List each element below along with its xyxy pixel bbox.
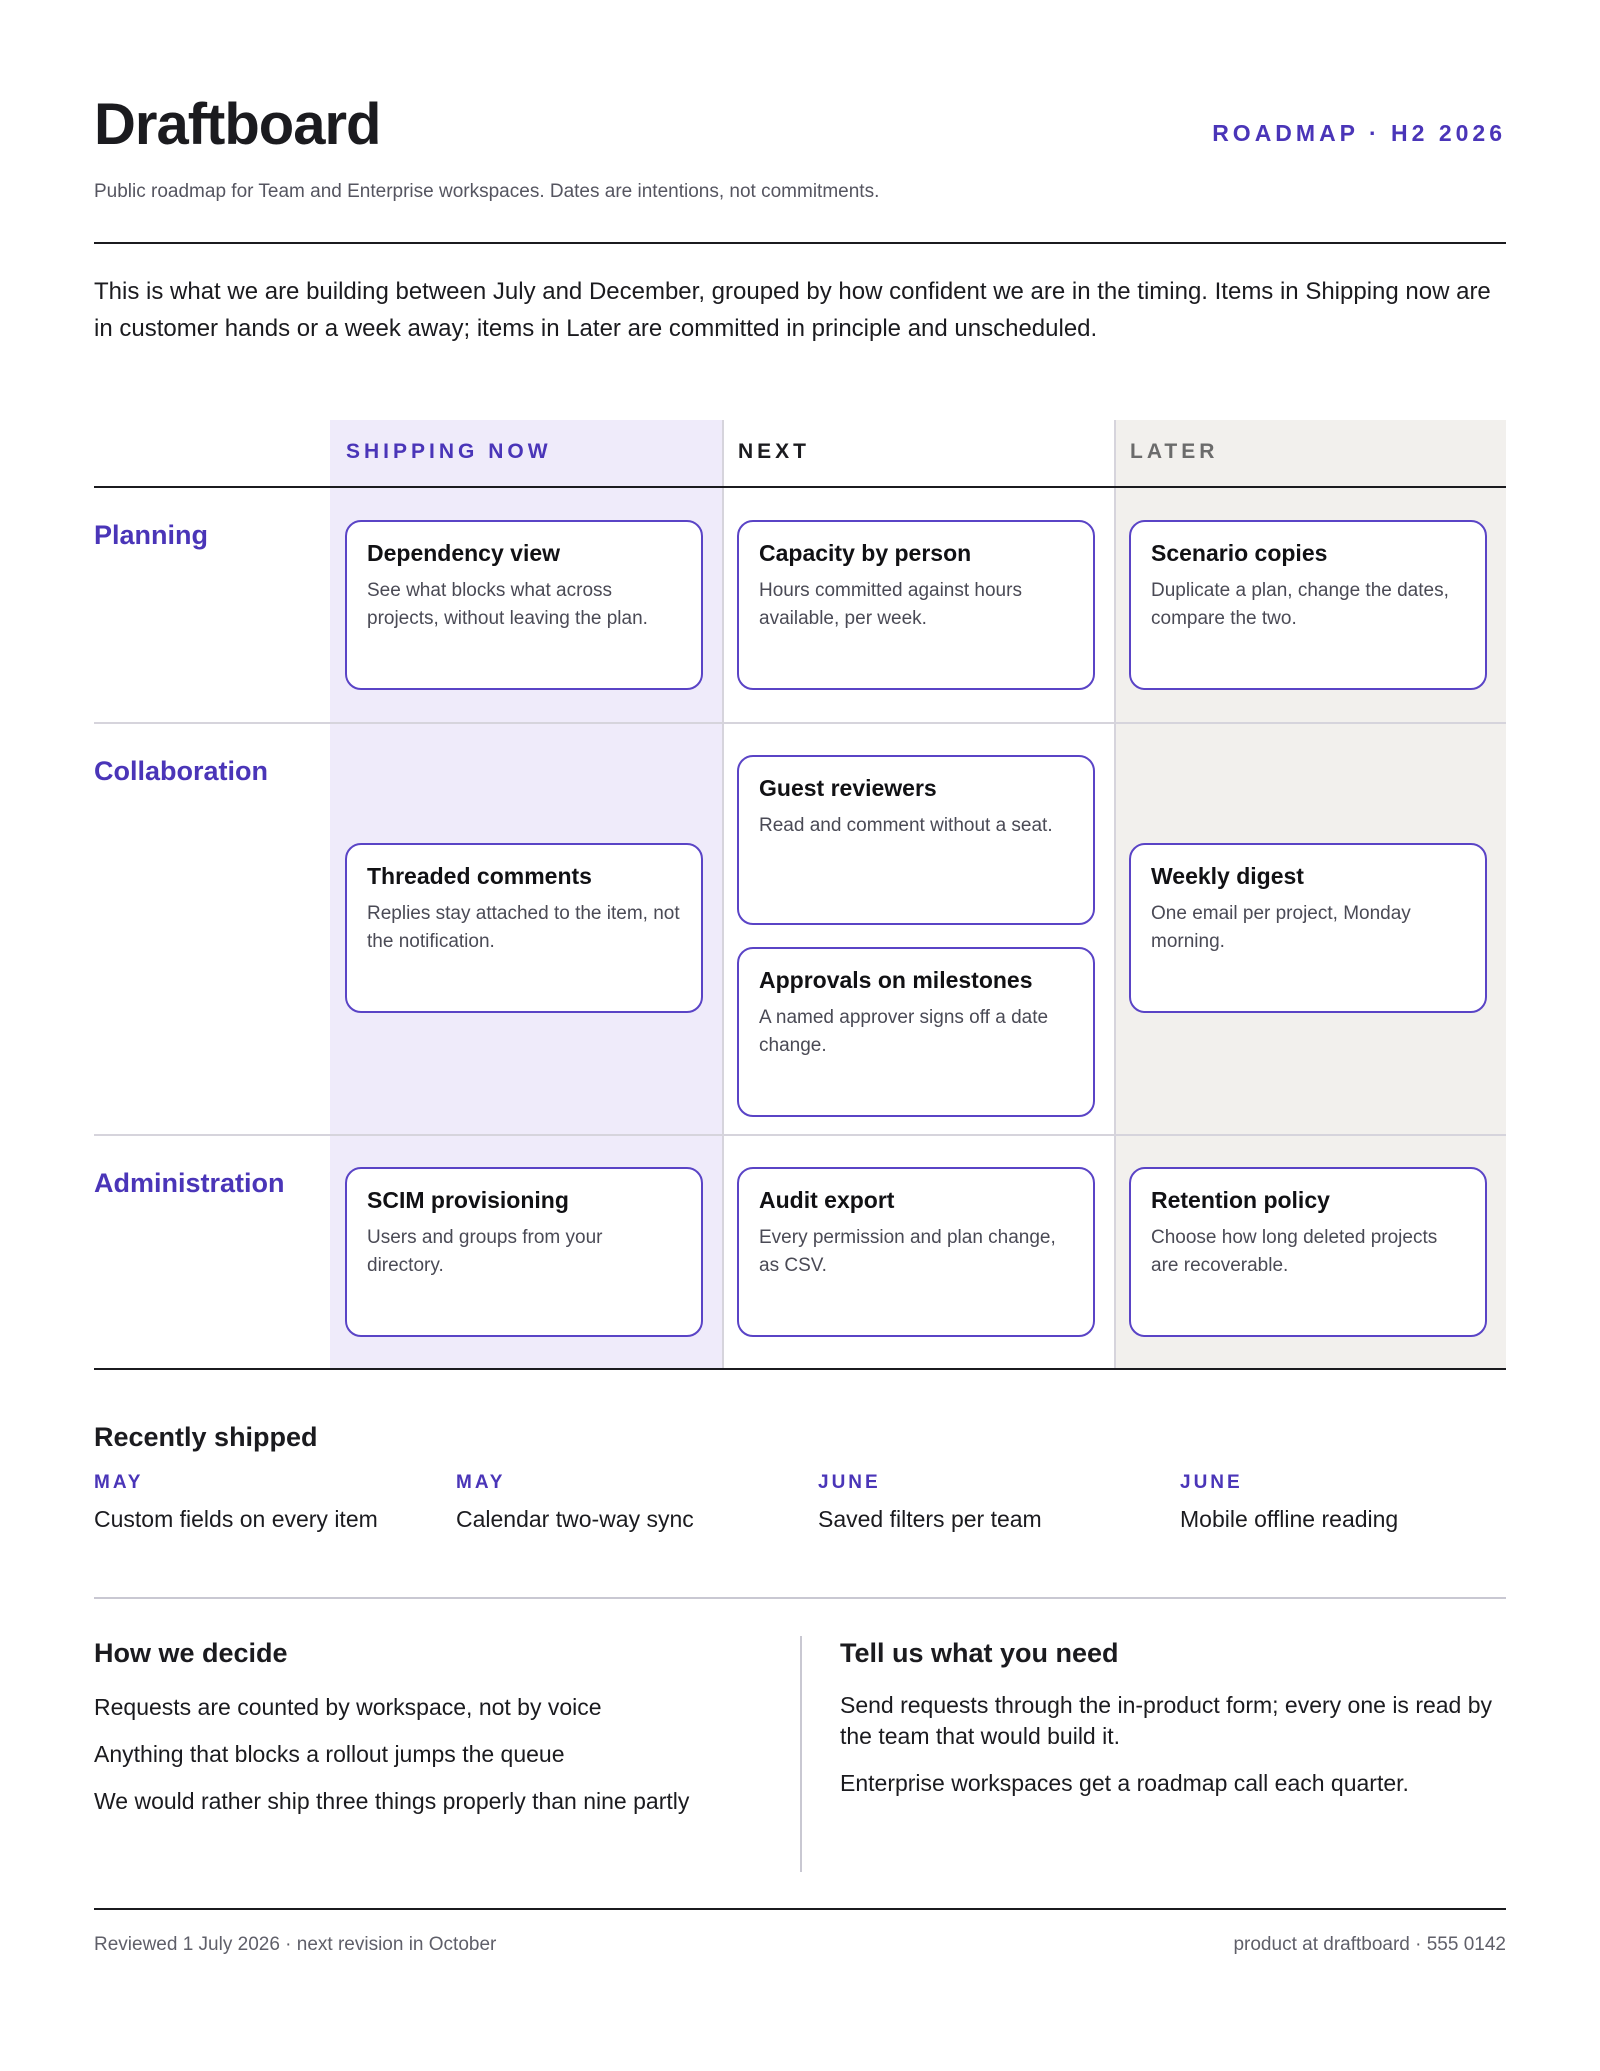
card-description: Read and comment without a seat. [759,815,1053,836]
column-divider [1114,420,1116,1370]
card-scenario-copies[interactable] [1129,520,1487,690]
tell-us-body [840,1690,1506,1815]
footer-divider [94,1908,1506,1910]
card-description: Choose how long deleted projects are recoverable. [1151,1227,1438,1276]
column-header-next: NEXT [738,440,811,463]
shipped-feature: Saved filters per team [818,1506,1042,1532]
card-description: A named approver signs off a date change. [759,1007,1049,1056]
column-header-later: LATER [1130,440,1219,463]
column-divider [722,420,724,1370]
card-title: Threaded comments [367,863,592,889]
tell-us-paragraph: Enterprise workspaces get a roadmap call each quarter. [840,1770,1409,1796]
card-threaded-comments[interactable] [345,843,703,1013]
card-description: Every permission and plan change, as CSV. [759,1227,1056,1276]
decision-principles-list [94,1694,794,1835]
card-weekly-digest[interactable] [1129,843,1487,1013]
row-label-administration: Administration [94,1168,285,1198]
shipped-month: MAY [456,1472,506,1493]
row-divider [94,722,1506,724]
list-item: Requests are counted by workspace, not by voice [94,1694,602,1720]
how-we-decide-heading: How we decide [94,1638,288,1668]
header-divider [94,242,1506,244]
card-description: Replies stay attached to the item, not the notification. [367,903,680,952]
card-description: Hours committed against hours available, per week. [759,580,1022,629]
shipped-month: JUNE [818,1472,881,1493]
card-approvals-on-milestones[interactable] [737,947,1095,1117]
brand-title: Draftboard [94,92,381,157]
row-label-collaboration: Collaboration [94,756,268,786]
intro-paragraph: This is what we are building between July and December, grouped by how confident we are in the timing. Items in Shipping now are in customer hands or a week away; items in Later are committed in principle and unscheduled. [94,278,1491,342]
card-dependency-view[interactable] [345,520,703,690]
card-title: Retention policy [1151,1187,1330,1213]
row-label-planning: Planning [94,520,208,550]
card-description: Duplicate a plan, change the dates, compare the two. [1151,580,1449,629]
card-title: Dependency view [367,540,561,566]
list-item: We would rather ship three things properly than nine partly [94,1788,690,1814]
card-scim-provisioning[interactable] [345,1167,703,1337]
card-title: Approvals on milestones [759,967,1033,993]
shipped-feature: Calendar two-way sync [456,1506,694,1532]
contact-info: product at draftboard · 555 0142 [1233,1934,1506,1955]
column-divider [800,1636,802,1872]
shipped-item [818,1472,1158,1533]
shipped-item [94,1472,434,1533]
header-row-divider [94,486,1506,488]
card-title: Scenario copies [1151,540,1328,566]
roadmap-board [94,420,1506,1370]
column-header-shipping-now: SHIPPING NOW [346,440,552,463]
board-bottom-divider [94,1368,1506,1370]
card-description: One email per project, Monday morning. [1151,903,1411,952]
section-divider [94,1597,1506,1599]
tell-us-paragraph: Send requests through the in-product form; every one is read by the team that would build it. [840,1692,1493,1749]
shipped-month: MAY [94,1472,144,1493]
card-title: SCIM provisioning [367,1187,569,1213]
recently-shipped-heading: Recently shipped [94,1422,318,1452]
card-capacity-by-person[interactable] [737,520,1095,690]
card-description: See what blocks what across projects, without leaving the plan. [367,580,648,629]
page-subtitle: Public roadmap for Team and Enterprise workspaces. Dates are intentions, not commitments. [94,181,880,202]
shipped-item [456,1472,796,1533]
card-title: Guest reviewers [759,775,937,801]
card-title: Weekly digest [1151,863,1304,889]
card-title: Capacity by person [759,540,972,566]
shipped-feature: Mobile offline reading [1180,1506,1399,1532]
shipped-month: JUNE [1180,1472,1243,1493]
roadmap-edition-label: ROADMAP · H2 2026 [1212,120,1506,146]
tell-us-heading: Tell us what you need [840,1638,1119,1668]
review-date: Reviewed 1 July 2026 · next revision in October [94,1934,497,1955]
list-item: Anything that blocks a rollout jumps the queue [94,1741,565,1767]
card-guest-reviewers[interactable] [737,755,1095,925]
card-title: Audit export [759,1187,895,1213]
card-retention-policy[interactable] [1129,1167,1487,1337]
card-description: Users and groups from your directory. [367,1227,603,1276]
shipped-feature: Custom fields on every item [94,1506,378,1532]
card-audit-export[interactable] [737,1167,1095,1337]
row-divider [94,1134,1506,1136]
shipped-item [1180,1472,1520,1533]
